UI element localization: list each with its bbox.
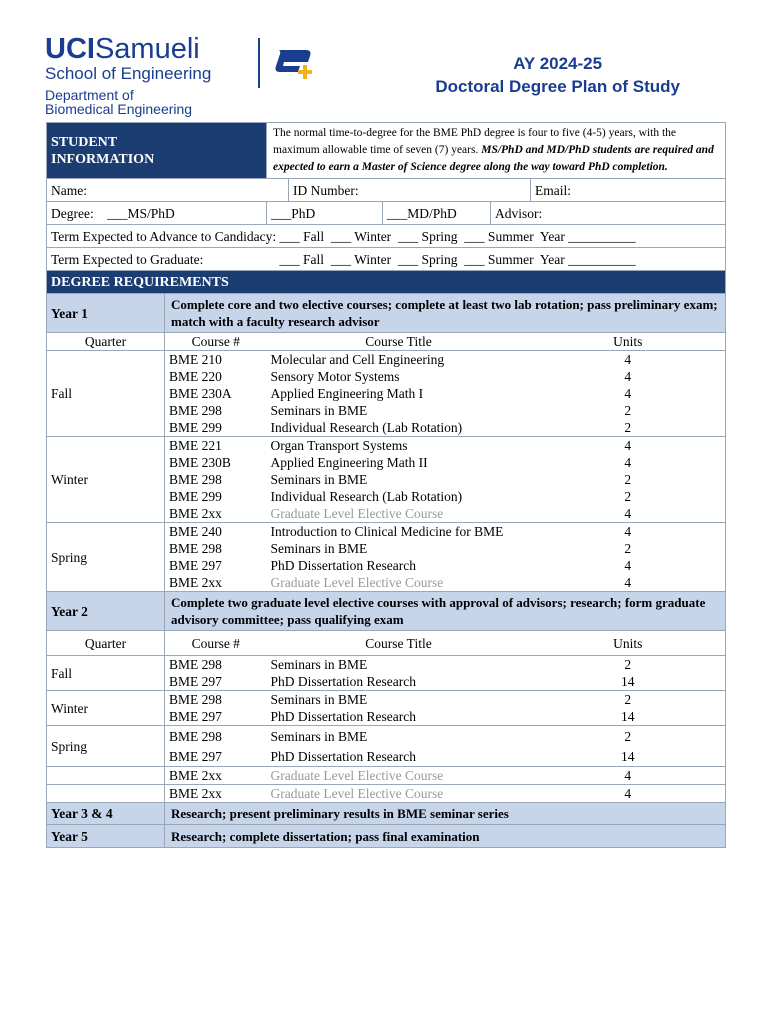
course-units: 14 (531, 708, 726, 726)
course-title: Graduate Level Elective Course (270, 506, 444, 521)
year5-label: Year 5 (47, 825, 165, 848)
id-number-field[interactable]: ID Number: (289, 179, 531, 202)
course-number: BME 298 (165, 691, 267, 709)
quarter-fall: Fall (47, 351, 165, 437)
student-information-label: STUDENT INFORMATION (47, 123, 267, 179)
course-units: 4 (531, 454, 726, 471)
course-units: 4 (531, 523, 726, 541)
course-units: 2 (531, 540, 726, 557)
course-title: Seminars in BME (267, 656, 531, 674)
col-units: Units (531, 631, 726, 656)
candidacy-term-field[interactable]: Term Expected to Advance to Candidacy: ___ Fall ___ Winter ___ Spring ___ Summer Year __________ (47, 225, 726, 248)
year34-label: Year 3 & 4 (47, 803, 165, 825)
course-number: BME 298 (169, 403, 222, 418)
col-units: Units (531, 333, 726, 351)
course-title: Seminars in BME (270, 541, 368, 556)
course-title: PhD Dissertation Research (270, 558, 416, 573)
course-number: BME 230B (169, 455, 231, 470)
logo-uci: UCI (45, 33, 95, 65)
course-units: 4 (531, 574, 726, 592)
quarter-spring: Spring (47, 523, 165, 592)
course-title: PhD Dissertation Research (270, 748, 416, 764)
title-year: AY 2024-25 (513, 54, 603, 73)
page-header (0, 0, 770, 122)
course-number: BME 298 (165, 656, 267, 674)
col-title: Course Title (267, 333, 531, 351)
advisor-field[interactable]: Advisor: (491, 202, 726, 225)
course-number: BME 240 (165, 523, 267, 541)
course-number: BME 220 (169, 369, 222, 384)
year2-description: Complete two graduate level elective courses with approval of advisors; research; form graduate advisory committee; pass qualifying exam (165, 592, 726, 631)
course-number: BME 297 (169, 558, 222, 573)
course-title: Seminars in BME (270, 472, 368, 487)
course-title: Applied Engineering Math I (270, 386, 424, 401)
col-course: Course # (165, 333, 267, 351)
course-title: PhD Dissertation Research (270, 709, 416, 724)
name-field[interactable]: Name: (47, 179, 289, 202)
course-units: 2 (531, 488, 726, 505)
course-number: BME 297 (169, 748, 222, 764)
col-quarter: Quarter (47, 631, 165, 656)
degree-option-msphd[interactable]: ___MS/PhD (107, 205, 175, 221)
course-units: 2 (531, 471, 726, 488)
course-units: 4 (531, 437, 726, 455)
course-number: BME 2xx (165, 785, 267, 803)
course-units: 2 (531, 726, 726, 747)
document-title (435, 52, 680, 98)
quarter-fall: Fall (47, 656, 165, 691)
course-units: 2 (531, 402, 726, 419)
course-units: 4 (531, 368, 726, 385)
course-units: 2 (531, 419, 726, 437)
course-title: Applied Engineering Math II (270, 455, 428, 470)
course-title: Introduction to Clinical Medicine for BME (267, 523, 531, 541)
course-number: BME 297 (169, 674, 222, 689)
course-units: 2 (531, 656, 726, 674)
course-number: BME 298 (169, 472, 222, 487)
quarter-blank (47, 767, 165, 785)
col-title: Course Title (267, 631, 531, 656)
year1-description: Complete core and two elective courses; complete at least two lab rotation; pass preliminary exam; match with a faculty research advisor (165, 294, 726, 333)
logo-samueli: Samueli (94, 33, 200, 65)
logo-divider (258, 38, 260, 88)
time-to-degree-note: The normal time-to-degree for the BME PhD degree is four to five (4-5) years, with the maximum allowable time of seven (7) years. MS/PhD and MD/PhD students are required and expected to earn a Master of Science degree along the way toward PhD completion. (267, 123, 726, 179)
quarter-winter: Winter (47, 691, 165, 726)
course-units: 2 (531, 691, 726, 709)
uci-samueli-logo (45, 34, 285, 116)
course-title: Sensory Motor Systems (270, 369, 400, 384)
course-number: BME 298 (165, 726, 267, 747)
degree-requirements-header: DEGREE REQUIREMENTS (47, 271, 726, 294)
quarter-blank (47, 785, 165, 803)
course-title: Seminars in BME (270, 403, 368, 418)
course-title: Seminars in BME (267, 726, 531, 747)
course-number: BME 297 (169, 709, 222, 724)
degree-option-mdphd[interactable]: ___MD/PhD (383, 202, 491, 225)
course-title: Molecular and Cell Engineering (267, 351, 531, 369)
year34-description: Research; present preliminary results in BME seminar series (165, 803, 726, 825)
year5-description: Research; complete dissertation; pass final examination (165, 825, 726, 848)
plan-of-study-table (46, 122, 726, 848)
quarter-spring: Spring (47, 726, 165, 767)
email-field[interactable]: Email: (531, 179, 726, 202)
course-units: 4 (531, 385, 726, 402)
course-units: 4 (531, 785, 726, 803)
course-units: 4 (531, 351, 726, 369)
year2-label: Year 2 (47, 592, 165, 631)
course-title: Graduate Level Elective Course (267, 785, 531, 803)
logo-dept-line2: Biomedical Engineering (45, 101, 193, 117)
degree-field: Degree: ___MS/PhD (47, 202, 267, 225)
course-title: PhD Dissertation Research (270, 674, 416, 689)
course-units: 4 (531, 505, 726, 523)
logo-school: School of Engineering (45, 64, 212, 83)
course-number: BME 221 (165, 437, 267, 455)
col-course: Course # (165, 631, 267, 656)
course-number: BME 299 (169, 489, 222, 504)
logo-dept-line1: Department of (45, 87, 134, 103)
course-number: BME 230A (169, 386, 232, 401)
quarter-winter: Winter (47, 437, 165, 523)
course-title: Seminars in BME (267, 691, 531, 709)
graduate-term-field[interactable]: Term Expected to Graduate: ___ Fall ___ Winter ___ Spring ___ Summer Year __________ (47, 248, 726, 271)
course-number: BME 299 (169, 420, 222, 435)
course-units: 4 (531, 767, 726, 785)
course-title: Organ Transport Systems (267, 437, 531, 455)
course-number: BME 2xx (165, 767, 267, 785)
course-number: BME 2xx (165, 574, 267, 592)
course-number: BME 298 (169, 541, 222, 556)
title-main: Doctoral Degree Plan of Study (435, 77, 680, 96)
course-title: Individual Research (Lab Rotation) (270, 489, 463, 504)
course-number: BME 2xx (169, 506, 222, 521)
year1-label: Year 1 (47, 294, 165, 333)
e-plus-logo-icon (270, 40, 316, 86)
course-title: Graduate Level Elective Course (267, 767, 531, 785)
course-title: Individual Research (Lab Rotation) (270, 420, 463, 435)
col-quarter: Quarter (47, 333, 165, 351)
course-number: BME 210 (165, 351, 267, 369)
degree-option-phd[interactable]: ___PhD (267, 202, 383, 225)
course-units: 14 (531, 746, 726, 767)
course-units: 4 (531, 557, 726, 574)
course-title: Graduate Level Elective Course (267, 574, 531, 592)
course-units: 14 (531, 673, 726, 691)
